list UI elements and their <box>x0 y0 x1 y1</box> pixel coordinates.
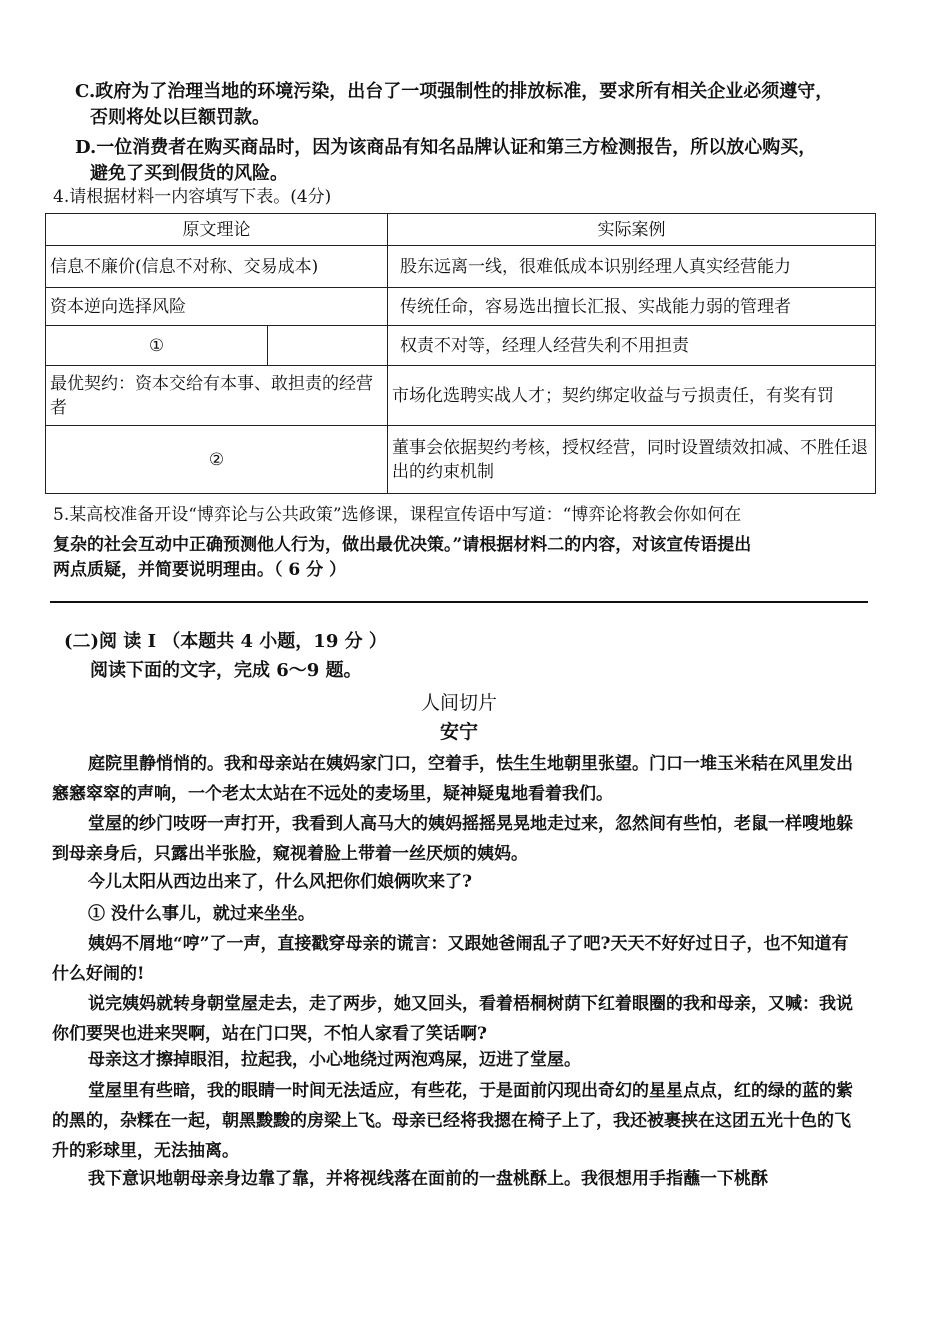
table-row <box>46 246 876 288</box>
story-paragraph-4: ① 没什么事儿，就过来坐坐。 <box>88 904 315 924</box>
table-row <box>46 326 876 366</box>
story-paragraph-7: 母亲这才擦掉眼泪，拉起我，小心地绕过两泡鸡屎，迈进了堂屋。 <box>88 1050 581 1070</box>
theory-cell: 最优契约：资本交给有本事、敢担责的经营者 <box>46 366 388 426</box>
theory-cell: 资本逆向选择风险 <box>46 288 388 326</box>
option-c-line1: C.政府为了治理当地的环境污染，出台了一项强制性的排放标准，要求所有相关企业必须遵守， <box>75 81 834 102</box>
empty-cell <box>268 326 388 366</box>
case-cell: 股东远离一线，很难低成本识别经理人真实经营能力 <box>388 246 876 288</box>
case-cell: 董事会依据契约考核，授权经营，同时设置绩效扣减、不胜任退出的约束机制 <box>388 426 876 494</box>
theory-case-table <box>45 213 876 494</box>
table-row <box>46 288 876 326</box>
story-paragraph-9: 我下意识地朝母亲身边靠了靠，并将视线落在面前的一盘桃酥上。我很想用手指蘸一下桃酥 <box>88 1169 768 1189</box>
blank-1-cell[interactable]: ① <box>46 326 268 366</box>
story-paragraph-1: 庭院里静悄悄的。我和母亲站在姨妈家门口，空着手，怯生生地朝里张望。门口一堆玉米秸在风里发出窸窸窣窣的声响，一个老太太站在不远处的麦场里，疑神疑鬼地看着我们。 <box>52 754 853 804</box>
story-paragraph-5: 姨妈不屑地“哼”了一声，直接戳穿母亲的谎言：又跟她爸闹乱子了吧?天天不好好过日子，也不知道有什么好闹的! <box>52 934 849 984</box>
table-header-case: 实际案例 <box>388 214 876 246</box>
theory-cell: 信息不廉价(信息不对称、交易成本) <box>46 246 388 288</box>
case-cell: 市场化选聘实战人才；契约绑定收益与亏损责任，有奖有罚 <box>388 366 876 426</box>
story-author: 安宁 <box>439 721 478 743</box>
story-paragraph-6: 说完姨妈就转身朝堂屋走去，走了两步，她又回头，看着梧桐树荫下红着眼圈的我和母亲，又喊：我说你们要哭也进来哭啊，站在门口哭，不怕人家看了笑话啊? <box>52 994 853 1044</box>
option-c-line2: 否则将处以巨额罚款。 <box>90 107 270 128</box>
section-heading: (二)阅 读 I （本题共 4 小题，19 分 ） <box>64 631 387 652</box>
story-paragraph-8: 堂屋里有些暗，我的眼睛一时间无法适应，有些花，于是面前闪现出奇幻的星星点点，红的绿的蓝的紫的黑的，杂糅在一起，朝黑黢黢的房梁上飞。母亲已经将我摁在椅子上了，我还被裹挟在这团五光十色的飞升的彩球里，无法抽离。 <box>52 1081 853 1161</box>
table-header-theory: 原文理论 <box>46 214 388 246</box>
story-paragraph-3: 今儿太阳从西边出来了，什么风把你们娘俩吹来了? <box>88 872 472 892</box>
story-title: 人间切片 <box>420 692 497 714</box>
table-row <box>46 426 876 494</box>
case-cell: 权责不对等，经理人经营失利不用担责 <box>388 326 876 366</box>
table-row <box>46 366 876 426</box>
question-5-line2: 复杂的社会互动中正确预测他人行为，做出最优决策。”请根据材料二的内容，对该宣传语提出 <box>53 535 752 555</box>
question-4: 4.请根据材料一内容填写下表。(4分) <box>53 187 332 207</box>
option-d-line2: 避免了买到假货的风险。 <box>90 163 288 184</box>
story-paragraph-2: 堂屋的纱门吱呀一声打开，我看到人高马大的姨妈摇摇晃晃地走过来，忽然间有些怕，老鼠一样嗖地躲到母亲身后，只露出半张脸，窥视着脸上带着一丝厌烦的姨妈。 <box>52 814 853 864</box>
case-cell: 传统任命，容易选出擅长汇报、实战能力弱的管理者 <box>388 288 876 326</box>
question-5-line3: 两点质疑，并简要说明理由。（ 6 分 ） <box>53 560 347 580</box>
section-instruction: 阅读下面的文字，完成 6～9 题。 <box>90 660 362 681</box>
option-d-line1: D.一位消费者在购买商品时，因为该商品有知名品牌认证和第三方检测报告，所以放心购买， <box>75 137 817 158</box>
question-5-line1: 5.某高校准备开设“博弈论与公共政策”选修课，课程宣传语中写道：“博弈论将教会你如何在 <box>53 505 742 525</box>
blank-2-cell[interactable]: ② <box>46 426 388 494</box>
section-divider <box>50 601 868 603</box>
